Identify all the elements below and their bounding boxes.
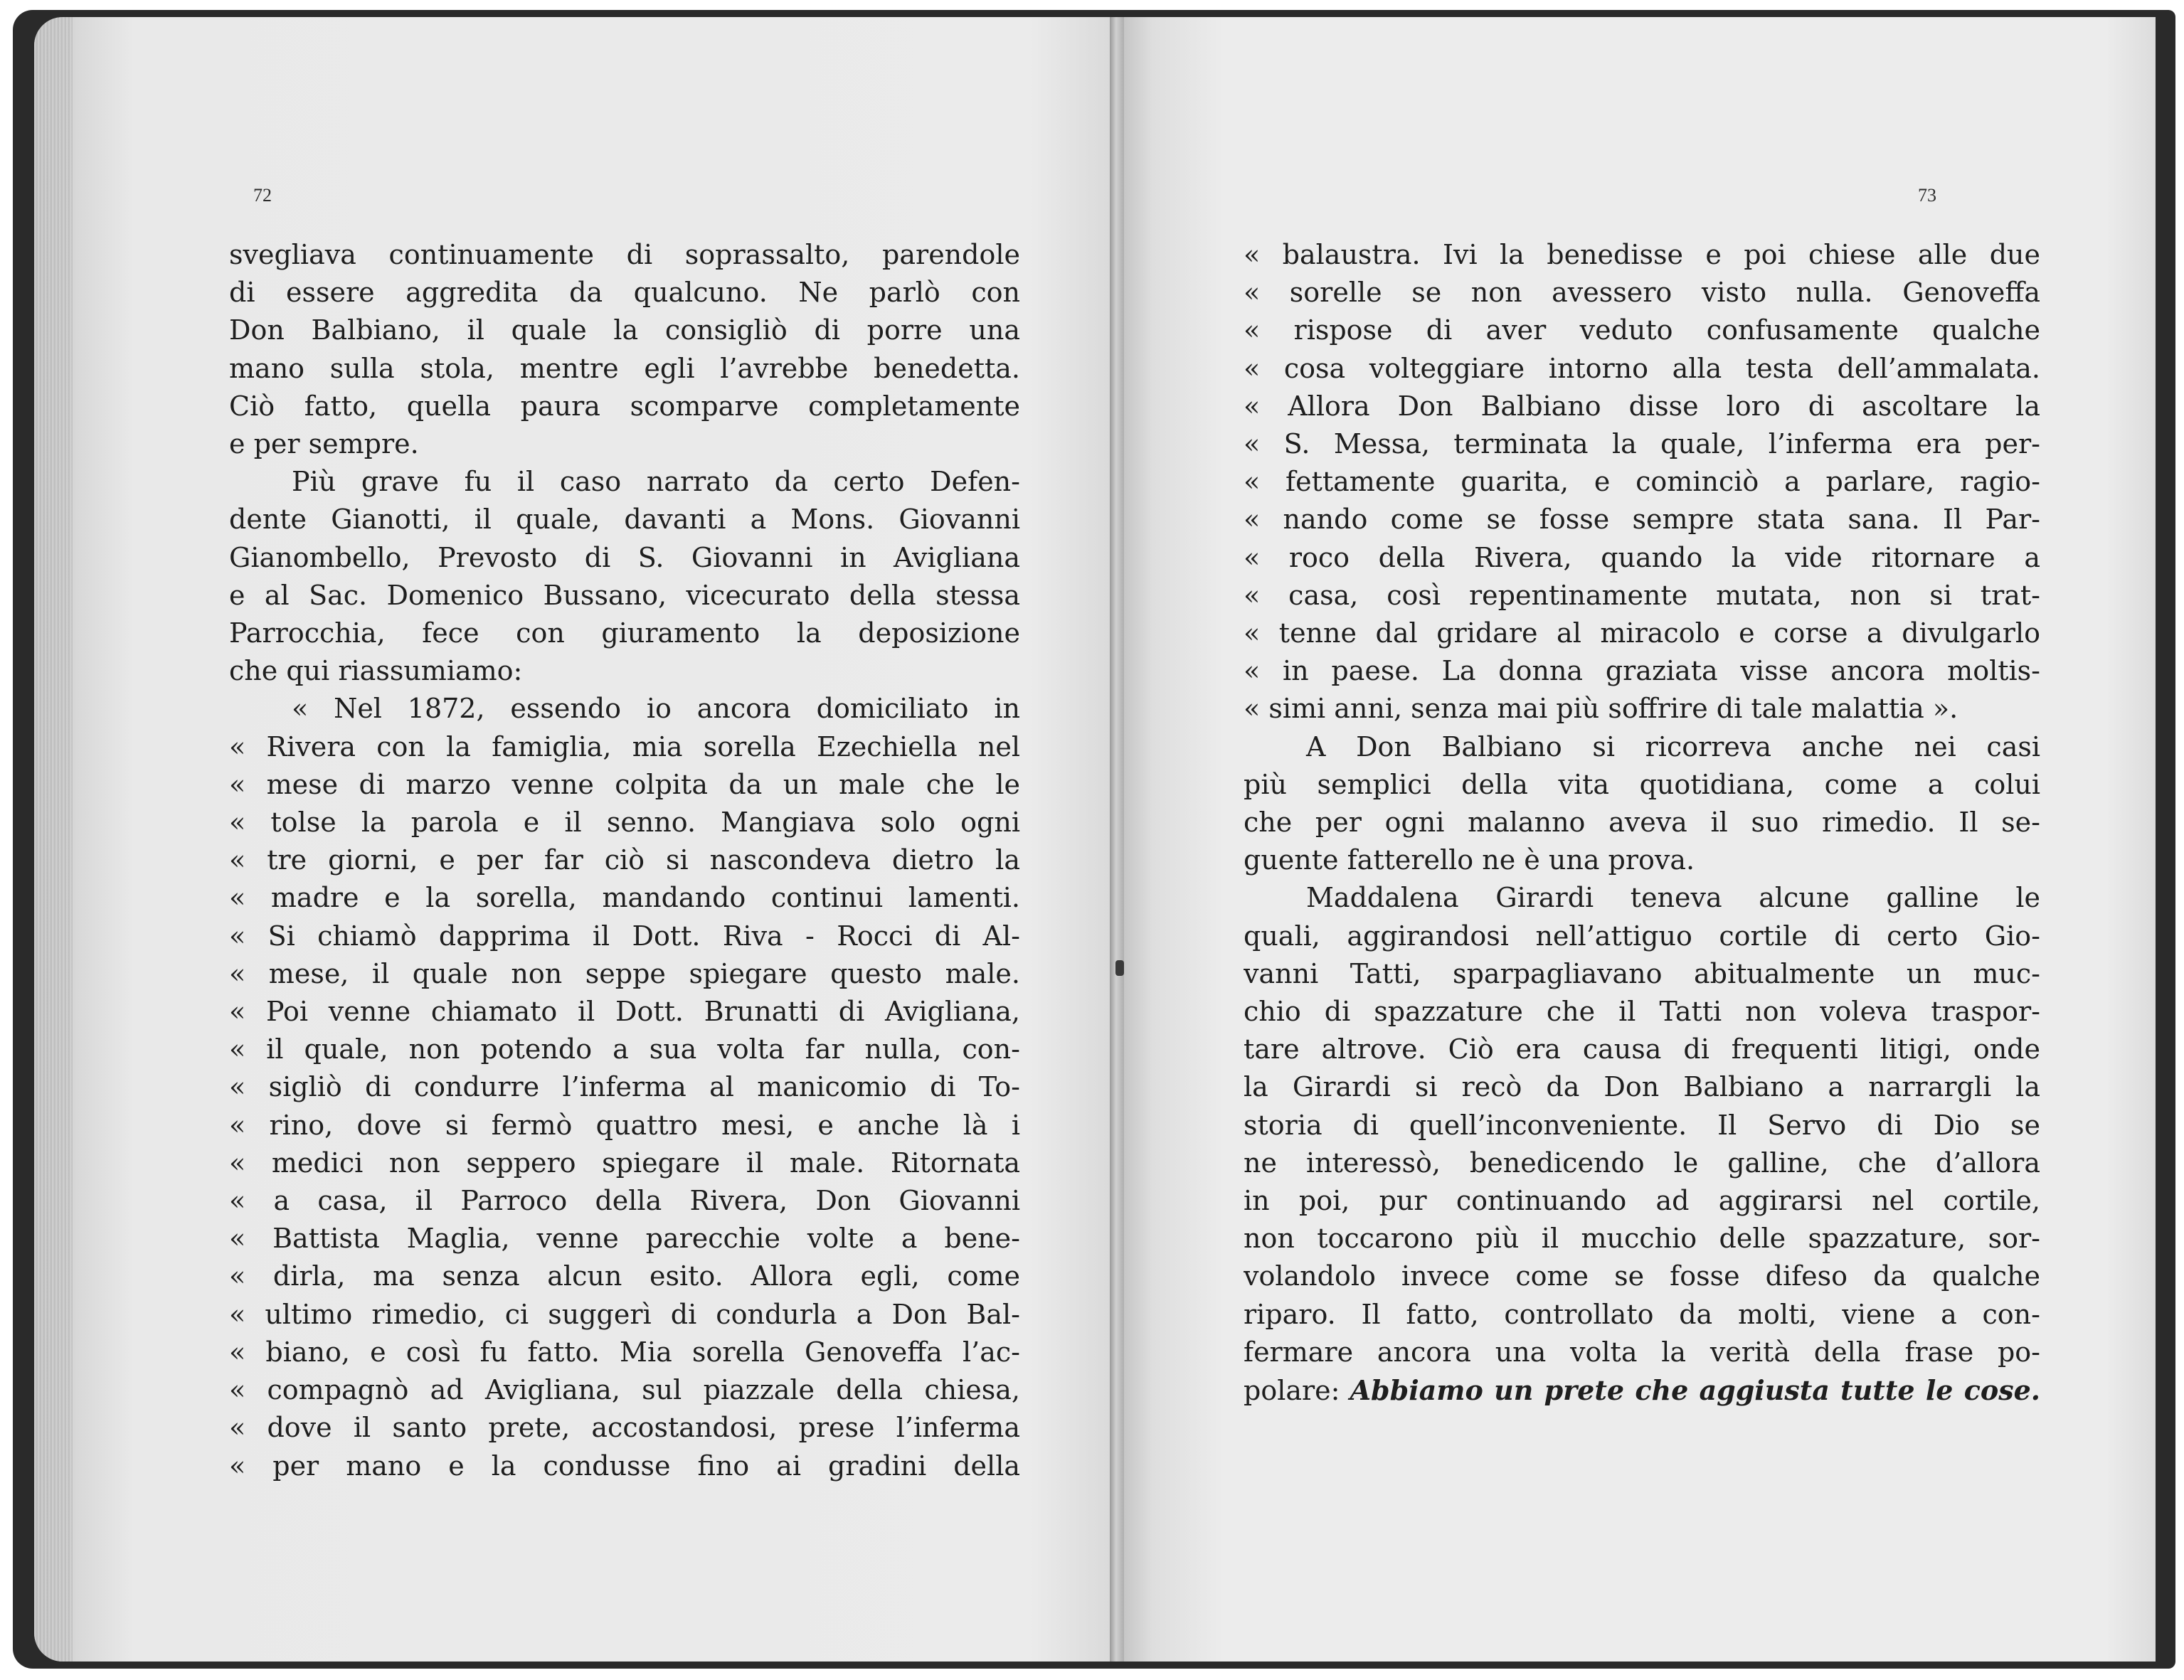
last-line-prefix: polare: (1244, 1375, 1350, 1407)
text-line: « tolse la parola e il senno. Mangiava solo ogni (229, 807, 1020, 839)
text-line: « Battista Maglia, venne parecchie volte a bene- (229, 1223, 1020, 1255)
text-line: « roco della Rivera, quando la vide ritornare a (1244, 541, 2040, 573)
text-line: « medici non seppero spiegare il male. Ritornata (229, 1147, 1020, 1179)
left-page-body (229, 236, 1020, 1485)
text-line: che per ogni malanno aveva il suo rimedio. Il se- (1244, 807, 2040, 839)
text-line: mano sulla stola, mentre egli l’avrebbe benedetta. (229, 352, 1020, 384)
text-line: « dove il santo prete, accostandosi, prese l’inferma (229, 1412, 1020, 1444)
right-page-body (1244, 236, 2040, 1410)
text-line: « rino, dove si fermò quattro mesi, e anche là i (229, 1109, 1020, 1141)
text-line: A Don Balbiano si ricorreva anche nei casi (1306, 730, 2040, 762)
page-edge (34, 17, 73, 1662)
text-line: « Poi venne chiamato il Dott. Brunatti di Avigliana, (229, 996, 1020, 1028)
text-line: più semplici della vita quotidiana, come a colui (1244, 768, 2040, 800)
text-line: Parrocchia, fece con giuramento la deposizione (229, 617, 1020, 649)
text-line: la Girardi si recò da Don Balbiano a narrargli la (1244, 1071, 2040, 1103)
page-number-right: 73 (1918, 185, 1936, 206)
text-line: « balaustra. Ivi la benedisse e poi chiese alle due (1244, 239, 2040, 270)
text-line: riparo. Il fatto, controllato da molti, viene a con- (1244, 1298, 2040, 1330)
text-line: e al Sac. Domenico Bussano, vicecurato della stessa (229, 579, 1020, 611)
text-line: « Si chiamò dapprima il Dott. Riva - Rocci di Al- (229, 920, 1020, 952)
text-line: « Allora Don Balbiano disse loro di ascoltare la (1244, 390, 2040, 422)
text-line: Don Balbiano, il quale la consigliò di porre una (229, 314, 1020, 346)
book-gutter (1110, 17, 1125, 1662)
text-line: « S. Messa, terminata la quale, l’inferma era per- (1244, 428, 2040, 460)
text-line: quali, aggirandosi nell’attiguo cortile di certo Gio- (1244, 920, 2040, 952)
text-line: « compagnò ad Avigliana, sul piazzale della chiesa, (229, 1374, 1020, 1406)
text-line-last (1244, 1371, 2040, 1410)
text-line: guente fatterello ne è una prova. (1244, 844, 1695, 876)
text-line: vanni Tatti, sparpagliavano abitualmente un muc- (1244, 957, 2040, 989)
text-line: svegliava continuamente di soprassalto, parendole (229, 239, 1020, 270)
text-line: « il quale, non potendo a sua volta far nulla, con- (229, 1033, 1020, 1065)
text-line: « madre e la sorella, mandando continui lamenti. (229, 882, 1020, 914)
text-line: dente Gianotti, il quale, davanti a Mons. Giovanni (229, 504, 1020, 536)
text-line: fermare ancora una volta la verità della frase po- (1244, 1336, 2040, 1368)
text-line: ne interessò, benedicendo le galline, che d’allora (1244, 1147, 2040, 1179)
text-line: che qui riassumiamo: (229, 655, 523, 687)
text-line: in poi, pur continuando ad aggirarsi nel cortile, (1244, 1185, 2040, 1217)
text-line: « sorelle se non avessero visto nulla. Genoveffa (1244, 277, 2040, 309)
text-line: Più grave fu il caso narrato da certo Defen- (292, 466, 1020, 498)
text-line: « fettamente guarita, e cominciò a parlare, ragio- (1244, 466, 2040, 498)
text-line: Ciò fatto, quella paura scomparve completamente (229, 390, 1020, 422)
italic-quote: Abbiamo un prete che aggiusta tutte le cose. (1350, 1374, 2040, 1407)
text-line: « sigliò di condurre l’inferma al manicomio di To- (229, 1071, 1020, 1103)
text-line: « mese, il quale non seppe spiegare questo male. (229, 957, 1020, 989)
text-line: di essere aggredita da qualcuno. Ne parlò con (229, 277, 1020, 309)
text-line: Maddalena Girardi teneva alcune galline le (1306, 882, 2040, 914)
text-line: « casa, così repentinamente mutata, non si trat- (1244, 579, 2040, 611)
text-line: « nando come se fosse sempre stata sana. Il Par- (1244, 504, 2040, 536)
text-line: « rispose di aver veduto confusamente qualche (1244, 314, 2040, 346)
text-line: « mese di marzo venne colpita da un male che le (229, 768, 1020, 800)
text-line: « in paese. La donna graziata visse ancora moltis- (1244, 655, 2040, 687)
text-line: « tenne dal gridare al miracolo e corse a divulgarlo (1244, 617, 2040, 649)
text-line: « cosa volteggiare intorno alla testa dell’ammalata. (1244, 352, 2040, 384)
text-line: « Nel 1872, essendo io ancora domiciliato in (292, 693, 1020, 725)
text-line: volandolo invece come se fosse difeso da qualche (1244, 1260, 2040, 1292)
text-line: tare altrove. Ciò era causa di frequenti litigi, onde (1244, 1033, 2040, 1065)
text-line: « Rivera con la famiglia, mia sorella Ezechiella nel (229, 730, 1020, 762)
left-page (34, 17, 1130, 1662)
text-line: « a casa, il Parroco della Rivera, Don Giovanni (229, 1185, 1020, 1217)
text-line: e per sempre. (229, 428, 419, 460)
text-line: « tre giorni, e per far ciò si nascondeva dietro la (229, 844, 1020, 876)
text-line: non toccarono più il mucchio delle spazzature, sor- (1244, 1223, 2040, 1255)
text-line: storia di quell’inconveniente. Il Servo di Dio se (1244, 1109, 2040, 1141)
text-line: chio di spazzature che il Tatti non voleva traspor- (1244, 996, 2040, 1028)
text-line: « simi anni, senza mai più soffrire di tale malattia ». (1244, 693, 1958, 725)
right-page (1124, 17, 2156, 1662)
text-line: Gianombello, Prevosto di S. Giovanni in Avigliana (229, 541, 1020, 573)
text-line: « dirla, ma senza alcun esito. Allora egli, come (229, 1260, 1020, 1292)
text-line: « ultimo rimedio, ci suggerì di condurla a Don Bal- (229, 1298, 1020, 1330)
page-number-left: 72 (253, 185, 272, 206)
text-line: « biano, e così fu fatto. Mia sorella Genoveffa l’ac- (229, 1336, 1020, 1368)
text-line: « per mano e la condusse fino ai gradini della (229, 1450, 1020, 1482)
binding-thread (1115, 960, 1124, 976)
